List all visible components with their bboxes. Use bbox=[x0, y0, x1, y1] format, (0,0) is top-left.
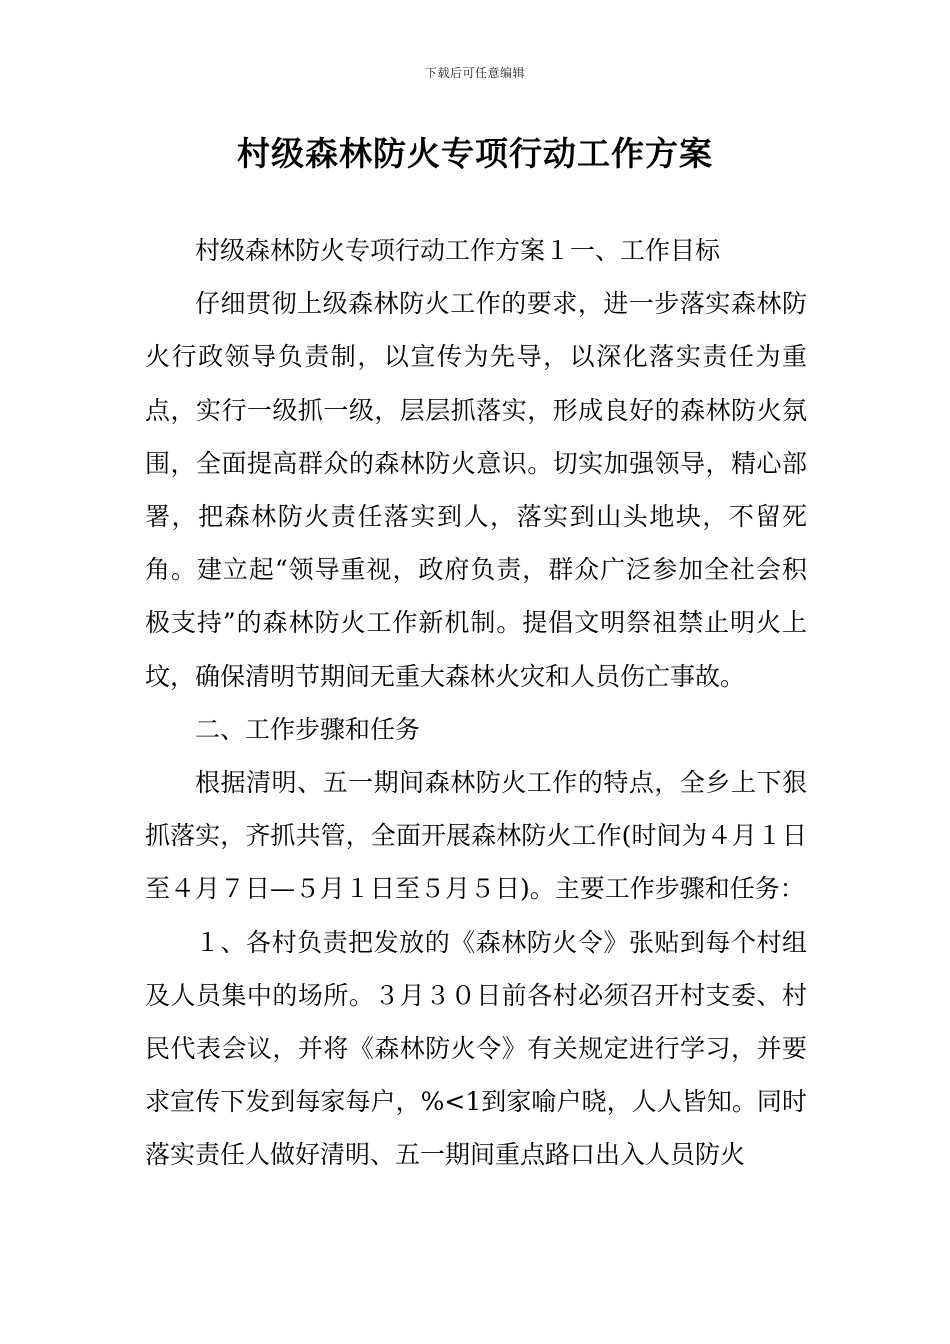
document-title: 村级森林防火专项行动工作方案 bbox=[237, 134, 713, 173]
paragraph-step-1: １、各村负责把发放的《森林防火令》张贴到每个村组及人员集中的场所。３月３０日前各村必须召开村支委、村民代表会议，并将《森林防火令》有关规定进行学习，并要求宣传下发到每家每户，%<1到家喻户晓，人人皆知。同时落实责任人做好清明、五一期间重点路口出入人员防火 bbox=[145, 927, 807, 1170]
header-note: 下载后可任意编辑 bbox=[424, 66, 525, 80]
paragraph-steps-heading: 二、工作步骤和任务 bbox=[195, 714, 421, 744]
document-body bbox=[145, 224, 807, 1182]
paragraph-work-goal: 仔细贯彻上级森林防火工作的要求，进一步落实森林防火行政领导负责制，以宣传为先导，以深化落实责任为重点，实行一级抓一级，层层抓落实，形成良好的森林防火氛围，全面提高群众的森林防火意识。切实加强领导，精心部署，把森林防火责任落实到人，落实到山头地块，不留死角。建立起“领导重视，政府负责，群众广泛参加全社会积极支持”的森林防火工作新机制。提倡文明祭祖禁止明火上坟，确保清明节期间无重大森林火灾和人员伤亡事故。 bbox=[145, 289, 807, 691]
paragraph-steps-intro: 根据清明、五一期间森林防火工作的特点，全乡上下狠抓落实，齐抓共管，全面开展森林防火工作(时间为４月１日至４月７日—５月１日至５月５日)。主要工作步骤和任务： bbox=[145, 768, 807, 904]
paragraph-intro-heading: 村级森林防火专项行动工作方案１一、工作目标 bbox=[195, 236, 721, 265]
